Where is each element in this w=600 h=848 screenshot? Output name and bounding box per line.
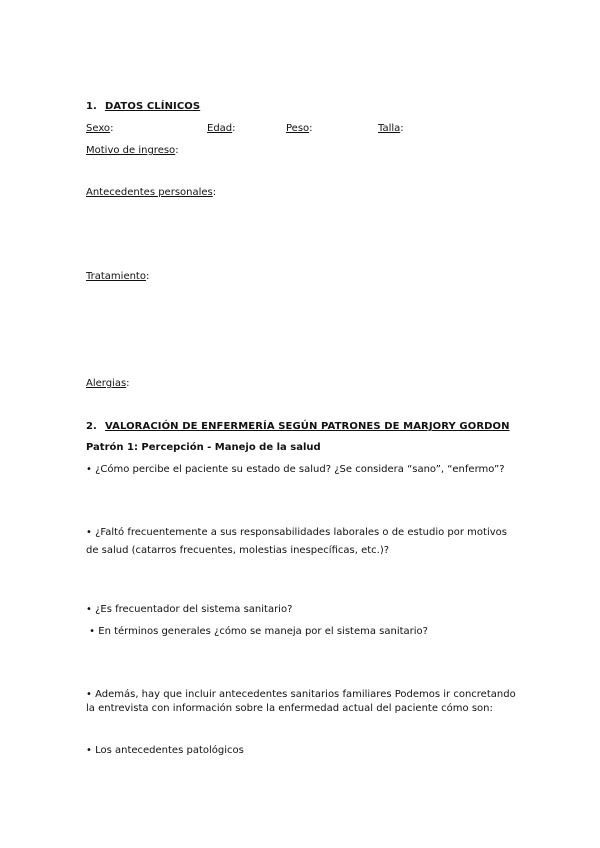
field-talla-label: Talla xyxy=(378,123,401,134)
field-alergias-colon: : xyxy=(126,378,130,389)
section-1-number: 1. xyxy=(86,101,97,112)
field-alergias xyxy=(86,379,130,389)
field-tratamiento xyxy=(86,272,149,282)
section-2-title: VALORACIÓN DE ENFERMERÍA SEGÚN PATRONES DE MARJORY GORDON xyxy=(104,421,510,432)
question-pathological-history: • Los antecedentes patológicos xyxy=(86,745,244,756)
field-motivo-colon: : xyxy=(175,145,179,156)
field-antecedentes xyxy=(86,188,216,198)
field-motivo-label: Motivo de ingreso xyxy=(86,145,176,156)
field-talla-colon: : xyxy=(400,123,404,134)
field-tratamiento-colon: : xyxy=(145,271,150,282)
field-sexo xyxy=(86,124,113,134)
pattern-1-title: Patrón 1: Percepción - Manejo de la salud xyxy=(86,442,321,453)
field-antecedentes-label: Antecedentes personales xyxy=(86,187,213,198)
section-1-heading xyxy=(86,102,200,112)
field-peso xyxy=(286,124,313,134)
field-peso-label: Peso xyxy=(286,123,310,134)
question-absences-line-2: de salud (catarros frecuentes, molestias inespecíficas, etc.)? xyxy=(86,545,390,556)
field-edad-colon: : xyxy=(232,123,236,134)
field-edad-label: Edad xyxy=(207,123,233,134)
field-motivo-ingreso xyxy=(86,146,179,156)
section-2-heading xyxy=(86,422,510,432)
field-alergias-label: Alergias xyxy=(86,378,127,389)
question-system-management: • En términos generales ¿cómo se maneja por el sistema sanitario? xyxy=(86,626,428,637)
field-antecedentes-colon: : xyxy=(212,187,217,198)
field-peso-colon: : xyxy=(309,123,313,134)
section-2-number: 2. xyxy=(86,421,97,432)
field-edad xyxy=(207,124,236,134)
field-talla xyxy=(378,124,404,134)
field-tratamiento-label: Tratamiento xyxy=(86,271,146,282)
question-health-perception: • ¿Cómo percibe el paciente su estado de salud? ¿Se considera “sano”, “enfermo”? xyxy=(86,464,505,475)
question-absences-line-1: • ¿Faltó frecuentemente a sus responsabilidades laborales o de estudio por motivos xyxy=(86,527,507,538)
field-sexo-label: Sexo xyxy=(86,123,111,134)
section-1-title: DATOS CLÍNICOS xyxy=(104,101,201,112)
note-family-history-line-1: • Además, hay que incluir antecedentes sanitarios familiares Podemos ir concretando xyxy=(86,689,516,700)
question-frequent-user: • ¿Es frecuentador del sistema sanitario? xyxy=(86,604,293,615)
note-family-history-line-2: la entrevista con información sobre la enfermedad actual del paciente cómo son: xyxy=(86,703,493,714)
field-sexo-colon: : xyxy=(110,123,114,134)
